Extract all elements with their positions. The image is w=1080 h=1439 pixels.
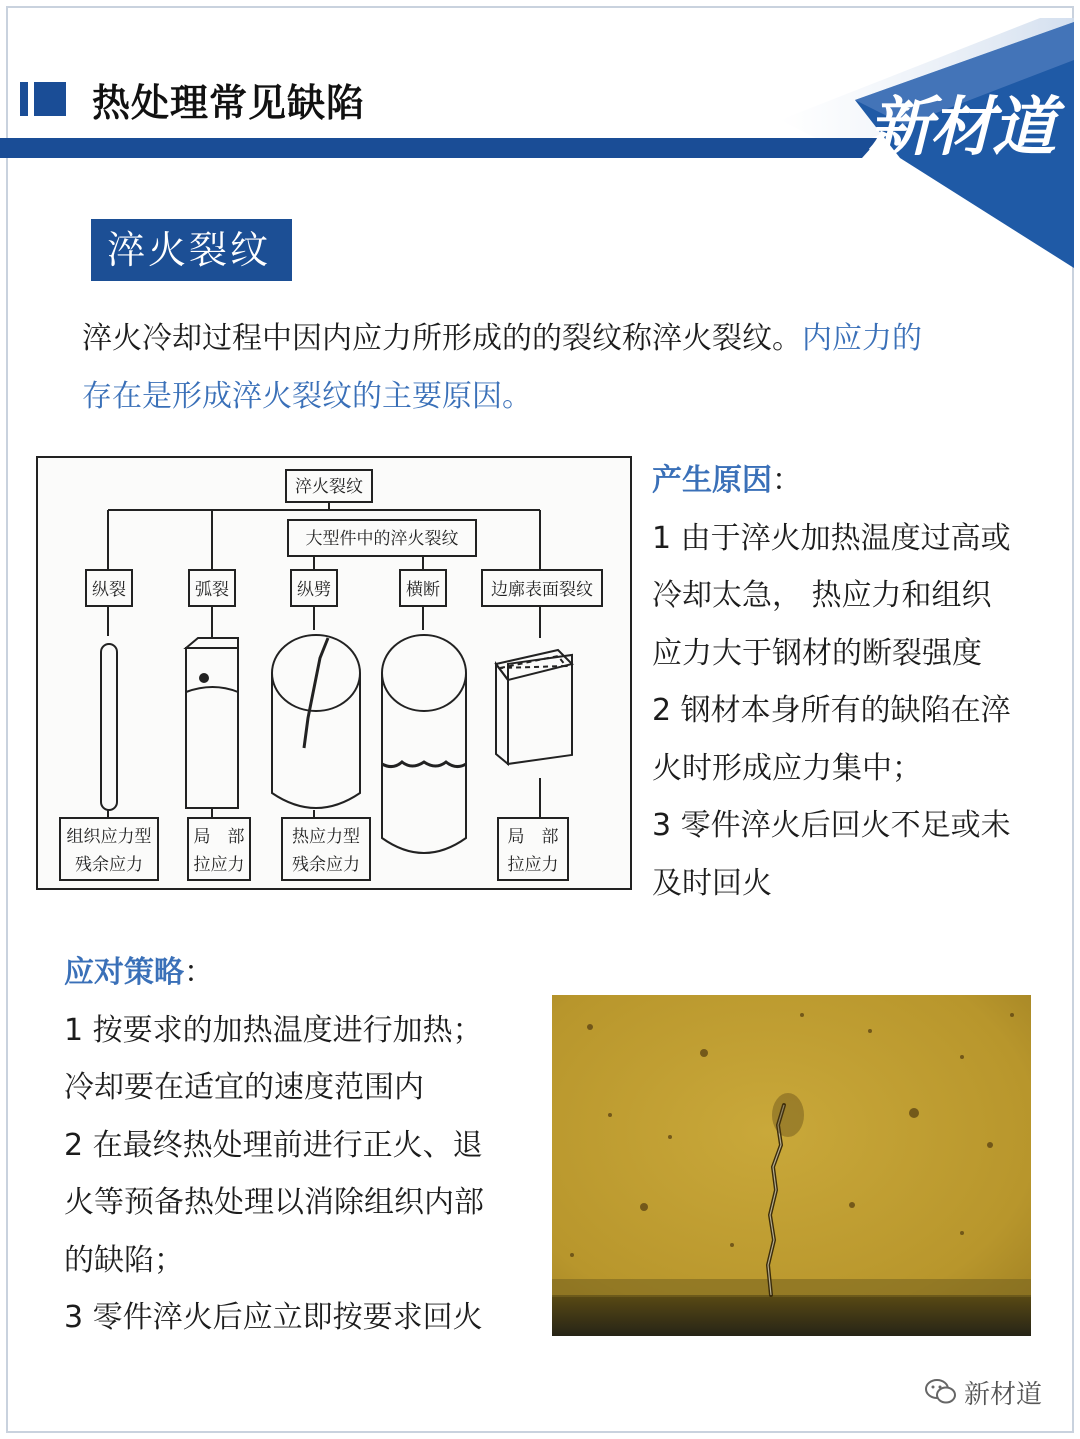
strategy-colon: ：: [184, 955, 214, 990]
strategy-heading: 应对策略: [64, 955, 184, 990]
diagram-type-label: 横断: [406, 580, 440, 600]
cause-heading-line: [652, 452, 1052, 510]
wechat-icon: [924, 1378, 958, 1413]
strategy-line: 1 按要求的加热温度进行加热；: [64, 1012, 483, 1048]
cause-colon: ：: [772, 463, 802, 498]
cause-line: 冷却太急， 热应力和组织: [652, 578, 992, 613]
cause-line: 3 零件淬火后回火不足或未: [652, 808, 1011, 843]
strategy-line: 2 在最终热处理前进行正火、退: [64, 1127, 483, 1163]
diagram-cause-label: 残余应力: [75, 855, 143, 875]
intro-highlight-1: 内应力的: [802, 321, 922, 356]
diagram-type-label: 弧裂: [195, 580, 229, 600]
intro-highlight-2: 存在是形成淬火裂纹的主要原因。: [82, 379, 532, 414]
diagram-root-label: 淬火裂纹: [295, 477, 363, 497]
diagram-svg: [38, 458, 630, 888]
watermark-text: 新材道: [964, 1380, 1043, 1410]
diagram-type-label: 纵劈: [297, 580, 331, 600]
intro-paragraph: [82, 310, 1012, 426]
strategy-line: 冷却要在适宜的速度范围内: [64, 1070, 424, 1105]
diagram-cause-label: 残余应力: [292, 855, 360, 875]
strategy-section: [64, 944, 544, 1347]
diagram-cause-label: 局 部: [193, 827, 245, 847]
strategy-line: 的缺陷；: [64, 1242, 184, 1278]
strategy-line: 3 零件淬火后应立即按要求回火: [64, 1300, 483, 1335]
cause-line: 火时形成应力集中；: [652, 750, 922, 786]
diagram-cause-label: 局 部: [507, 827, 559, 847]
diagram-cause-label: 拉应力: [507, 855, 559, 875]
section-tag: 淬火裂纹: [91, 219, 292, 281]
diagram-cause-label: 组织应力型: [66, 827, 152, 847]
cause-heading: 产生原因: [652, 463, 772, 498]
diagram-sub-label: 大型件中的淬火裂纹: [305, 529, 459, 549]
strategy-heading-line: [64, 944, 544, 1002]
footer-watermark: [924, 1374, 1042, 1413]
crack-types-diagram: [36, 456, 632, 890]
strategy-line: 火等预备热处理以消除组织内部: [64, 1185, 484, 1220]
cause-line: 2 钢材本身所有的缺陷在淬: [652, 693, 1011, 728]
specimen-rod: [101, 644, 117, 810]
cause-line: 1 由于淬火加热温度过高或: [652, 520, 1011, 556]
cause-line: 应力大于钢材的断裂强度: [652, 635, 982, 671]
diagram-cause-label: 拉应力: [193, 855, 245, 875]
cause-line: 及时回火: [652, 865, 772, 901]
diagram-type-label: 纵裂: [92, 580, 126, 600]
intro-text: 淬火冷却过程中因内应力所形成的的裂纹称淬火裂纹。: [82, 321, 802, 356]
crack-micrograph: [552, 995, 1031, 1336]
cause-section: [652, 452, 1052, 912]
brand-logo: 新材道: [868, 91, 1054, 165]
specimen-block: [186, 648, 238, 808]
page-title: 热处理常见缺陷: [92, 81, 366, 125]
diagram-cause-label: 热应力型: [292, 827, 360, 847]
diagram-type-label: 边廓表面裂纹: [491, 580, 593, 600]
